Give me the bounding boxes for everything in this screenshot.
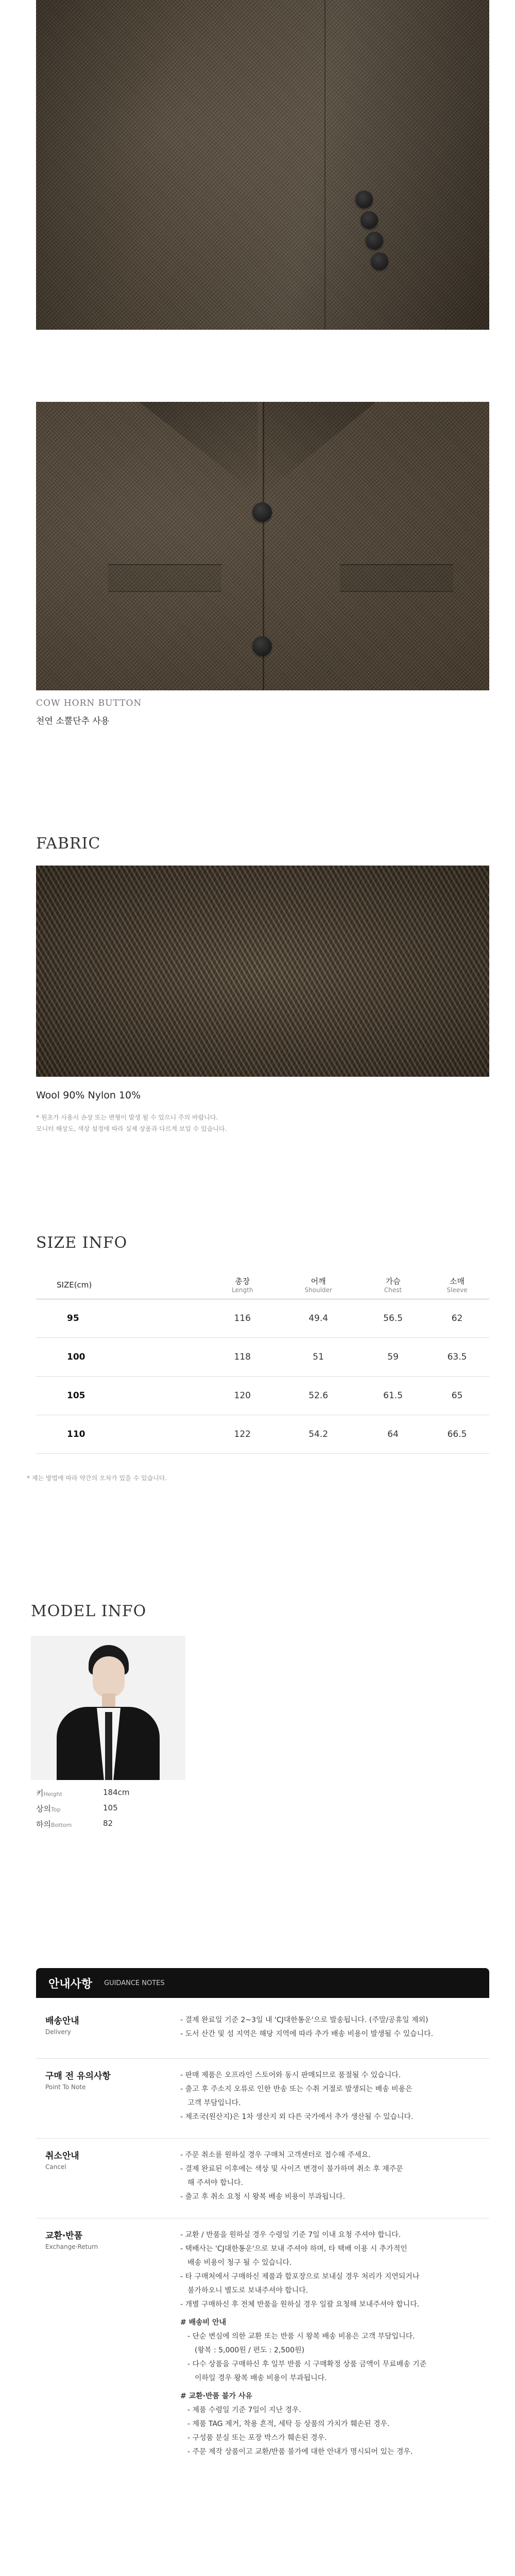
sleeve-cell: 62 [425,1299,489,1338]
chest-cell: 59 [361,1338,425,1377]
guide-line: - 개별 구매하신 후 전체 반품을 원하실 경우 일괄 요청해 보내주셔야 합니다. [180,2300,420,2309]
sleeve-button [355,191,373,208]
guide-line: 배송 비용이 청구 될 수 있습니다. [187,2259,292,2267]
guide-line: - 출고 후 주소지 오류로 인한 반송 또는 수취 거절로 발생되는 배송 비용은 [180,2085,413,2093]
guide-line: - 결제 완료된 이후에는 색상 및 사이즈 변경이 불가하며 취소 후 재주문 [180,2165,403,2173]
guide-line: (왕복 : 5,000원 / 편도 : 2,500원) [195,2346,305,2354]
sleeve-closeup-photo [36,0,489,330]
guide-line: - 도서 산간 및 섬 지역은 해당 지역에 따라 추가 배송 비용이 발생될 수 있습니다. [180,2030,434,2038]
size-header-chest: 가슴 Chest [361,1273,425,1299]
guide-line: 이하일 경우 왕복 배송 비용이 부과됩니다. [195,2374,327,2382]
guide-section-exchange-return: 교환·반품 Exchange·Return - 교환 / 반품을 원하실 경우 수령일 기준 7일 이내 요청 주셔야 합니다. - 택배사는 'CJ대한통운'으로 보내 주셔야 하며, 타 택배 이용 시 추가적인 배송 비용이 청구 될 수 있습니다. - 타 구매처에서 구매하신 제품과 합포장으로 보내실 경우 처리가 지연되거나 불가하오니 별도로 보내주셔야 합니다. - 개별 구매하신 후 전체 반품을 원하실 경우 일괄 요청해 보내주셔야 합니다. # 배송비 안내 - 단순 변심에 의한 교환 또는 반품 시 왕복 배송 비용은 고객 부담입니다. (왕복 : 5,000원 / 편도 : 2,500원) - 다수 상품을 구매하신 후 일부 반품 시 구매확정 상품 금액이 무료배송 기준 이하일 경우 왕복 배송 비용이 부과됩니다. # 교환·반품 불가 사유 - 제품 수령일 기준 7일이 지난 경우. - 제품 TAG 제거, 착용 흔적, 세탁 등 상품의 가치가 훼손된 경우. - 구성품 분실 또는 포장 박스가 훼손된 경우. - 주문 제작 상품이고 교환/반품 불가에 대한 안내가 명시되어 있는 경우. [36,2228,489,2506]
table-row [36,1377,489,1415]
front-button [252,636,272,656]
guide-section-delivery: 배송안내 Delivery - 결제 완료일 기준 2~3일 내 'CJ대한통운'으로 발송됩니다. (주말/공휴일 제외) - 도서 산간 및 섬 지역은 해당 지역에 따라 추가 배송 비용이 발생될 수 있습니다. [36,2013,489,2049]
lapel-left [139,402,258,495]
length-cell: 122 [209,1415,276,1454]
divider [36,2138,489,2139]
pocket-flap-right [340,564,453,592]
lapel-right [263,402,376,495]
length-cell: 118 [209,1338,276,1377]
fabric-composition: Wool 90% Nylon 10% [36,1090,141,1101]
size-cell: 110 [36,1415,209,1454]
model-face [93,1656,125,1698]
size-table-header [36,1273,489,1299]
guide-title: 안내사항 [48,1978,93,1991]
size-section-title: SIZE INFO [36,1234,128,1252]
size-header-length: 총장 Length [209,1273,276,1299]
model-section-title: MODEL INFO [31,1602,147,1620]
guide-line: - 주문 제작 상품이고 교환/반품 불가에 대한 안내가 명시되어 있는 경우. [187,2448,413,2456]
sleeve-cell: 63.5 [425,1338,489,1377]
guide-line: 해 주셔야 합니다. [187,2179,244,2187]
guide-line: - 제조국(원산지)은 1차 생산지 외 다른 국가에서 추가 생산될 수 있습니다. [180,2113,414,2121]
size-header-size: SIZE(cm) [36,1273,209,1299]
shoulder-cell: 54.2 [276,1415,361,1454]
size-cell: 105 [36,1377,209,1415]
guide-subtitle: GUIDANCE NOTES [104,1979,165,1987]
guide-line: - 판매 제품은 오프라인 스토어와 동시 판매되므로 품절될 수 있습니다. [180,2071,401,2079]
guide-line: - 제품 수령일 기준 7일이 지난 경우. [187,2406,301,2414]
sleeve-button [366,232,383,249]
fabric-note-1: * 원초가 사용시 손상 또는 변형이 발생 될 수 있으니 주의 바랍니다. [36,1114,218,1121]
shoulder-cell: 52.6 [276,1377,361,1415]
fabric-closeup-photo [36,866,489,1077]
guide-header [36,1968,489,1998]
sleeve-shadow [36,0,489,330]
chest-cell: 64 [361,1415,425,1454]
guide-line: 불가하오니 별도로 보내주셔야 합니다. [187,2286,308,2295]
sleeve-button [360,211,378,229]
model-photo [31,1636,185,1780]
fabric-vignette [36,866,489,1077]
size-cell: 100 [36,1338,209,1377]
guide-line: - 단순 변심에 의한 교환 또는 반품 시 왕복 배송 비용은 고객 부담입니다. [187,2332,415,2341]
model-stat-height: 키Height 184cm [36,1788,130,1798]
table-row [36,1299,489,1338]
size-cell: 95 [36,1299,209,1338]
button-section-title: COW HORN BUTTON [36,698,142,708]
size-table [36,1273,489,1454]
shipping-fee-title: # 배송비 안내 [180,2318,227,2327]
jacket-front-photo [36,402,489,690]
fabric-section-title: FABRIC [36,835,101,853]
guide-line: - 타 구매처에서 구매하신 제품과 합포장으로 보내실 경우 처리가 지연되거나 [180,2273,420,2281]
guide-line: - 교환 / 반품을 원하실 경우 수령일 기준 7일 이내 요청 주셔야 합니다. [180,2231,401,2239]
table-row [36,1338,489,1377]
refuse-reasons-title: # 교환·반품 불가 사유 [180,2392,252,2400]
model-stat-bottom: 하의Bottom 82 [36,1819,113,1829]
guide-line: - 택배사는 'CJ대한통운'으로 보내 주셔야 하며, 타 택배 이용 시 추가적인 [180,2245,407,2253]
table-row [36,1415,489,1454]
guide-section-cancel: 취소안내 Cancel - 주문 취소를 원하실 경우 구매처 고객센터로 접수해 주세요. - 결제 완료된 이후에는 색상 및 사이즈 변경이 불가하며 취소 후 재주문 해 주셔야 합니다. - 출고 후 취소 요청 시 왕복 배송 비용이 부과됩니다. [36,2148,489,2210]
shoulder-cell: 51 [276,1338,361,1377]
guide-line: - 출고 후 취소 요청 시 왕복 배송 비용이 부과됩니다. [180,2193,346,2201]
sleeve-cell: 65 [425,1377,489,1415]
guide-line: - 다수 상품을 구매하신 후 일부 반품 시 구매확정 상품 금액이 무료배송 기준 [187,2360,427,2368]
model-stat-top: 상의Top 105 [36,1803,118,1814]
sleeve-cell: 66.5 [425,1415,489,1454]
length-cell: 120 [209,1377,276,1415]
guide-line: 고객 부담입니다. [187,2099,241,2107]
pocket-flap-left [108,564,221,592]
length-cell: 116 [209,1299,276,1338]
front-button [252,502,272,522]
chest-cell: 56.5 [361,1299,425,1338]
guide-line: - 구성품 분실 또는 포장 박스가 훼손된 경우. [187,2434,327,2442]
size-header-shoulder: 어깨 Shoulder [276,1273,361,1299]
guide-section-point-to-note: 구매 전 유의사항 Point To Note - 판매 제품은 오프라인 스토어와 동시 판매되므로 품절될 수 있습니다. - 출고 후 주소지 오류로 인한 반송 또는 수취 거절로 발생되는 배송 비용은 고객 부담입니다. - 제조국(원산지)은 1차 생산지 외 다른 국가에서 추가 생산될 수 있습니다. [36,2069,489,2130]
size-note: * 재는 방법에 따라 약간의 오차가 있을 수 있습니다. [27,1475,167,1482]
sleeve-button [371,252,388,270]
guide-line: - 제품 TAG 제거, 착용 흔적, 세탁 등 상품의 가치가 훼손된 경우. [187,2420,390,2428]
model-tie [105,1712,112,1780]
divider [36,2058,489,2059]
shoulder-cell: 49.4 [276,1299,361,1338]
size-header-sleeve: 소매 Sleeve [425,1273,489,1299]
chest-cell: 61.5 [361,1377,425,1415]
fabric-note-2: 모니터 해상도, 색상 설정에 따라 실제 상품과 다르게 보일 수 있습니다. [36,1125,227,1132]
button-section-desc: 천연 소뿔단추 사용 [36,716,110,726]
guide-line: - 결제 완료일 기준 2~3일 내 'CJ대한통운'으로 발송됩니다. (주말/공휴일 제외) [180,2016,428,2024]
sleeve-fold-line [324,0,325,330]
guide-line: - 주문 취소를 원하실 경우 구매처 고객센터로 접수해 주세요. [180,2151,371,2159]
